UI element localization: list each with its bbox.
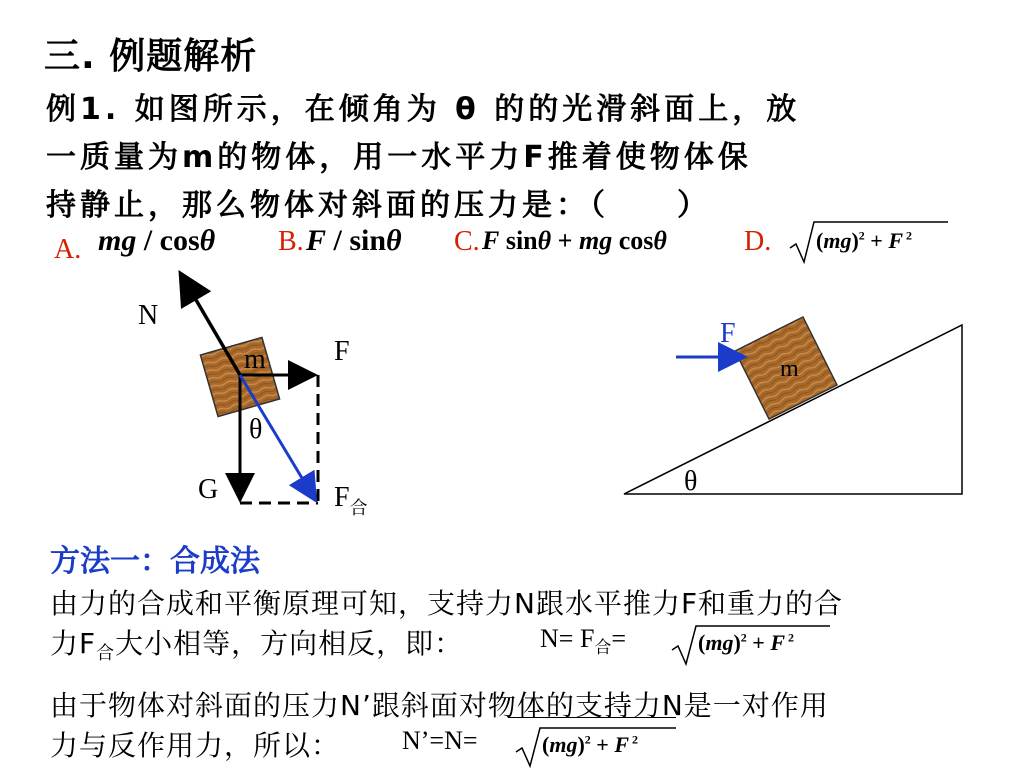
underline-mark bbox=[508, 717, 676, 718]
option-d-expr: (mg)$^2$ + F $^2$ bbox=[816, 228, 913, 253]
label-m-right: m bbox=[780, 356, 799, 382]
question-line-3: 持静止，那么物体对斜面的压力是：（ ） bbox=[46, 188, 711, 223]
method-title: 方法一：合成法 bbox=[50, 544, 260, 579]
method-sqrt-expr-1: (mg)$^2$ + F $^2$ bbox=[698, 630, 795, 655]
method-para2-equation: N’=N= bbox=[402, 726, 478, 755]
method-para1-line1: 由力的合成和平衡原理可知，支持力N跟水平推力F和重力的合 bbox=[50, 587, 844, 620]
option-c-expr: F sinθ + mg cosθ bbox=[482, 226, 667, 255]
label-theta-left: θ bbox=[249, 414, 263, 445]
method-para1-equation: $N= F_合=$ bbox=[540, 624, 627, 658]
method-sqrt-expr-2: (mg)$^2$ + F $^2$ bbox=[542, 732, 639, 757]
option-b-expr: F / sinθ bbox=[306, 224, 402, 257]
method-para2-line1: 由于物体对斜面的压力N’跟斜面对物体的支持力N是一对作用 bbox=[50, 689, 829, 722]
free-body-diagram bbox=[182, 276, 318, 503]
label-g: G bbox=[198, 474, 219, 505]
option-a-label: A. bbox=[54, 234, 82, 265]
option-b-label: B. bbox=[278, 226, 304, 257]
label-m-left: m bbox=[244, 344, 266, 375]
label-f-left: F bbox=[334, 336, 350, 367]
option-d-label: D. bbox=[744, 226, 772, 257]
option-c-label: C. bbox=[454, 226, 480, 257]
method-para2-line2: 力与反作用力，所以： bbox=[50, 729, 341, 762]
section-title: 三. 例题解析 bbox=[44, 36, 258, 77]
label-f-resultant: $F_合$ bbox=[334, 482, 368, 519]
option-a-expr: mg / cosθ bbox=[98, 224, 216, 257]
label-n: N bbox=[138, 300, 159, 331]
method-para1-line2: 力$F_合$大小相等，方向相反，即： bbox=[50, 627, 464, 664]
incline-diagram bbox=[624, 317, 962, 494]
label-theta-right: θ bbox=[684, 466, 698, 497]
question-line-1: 例1. 如图所示，在倾角为 θ 的的光滑斜面上，放 bbox=[46, 92, 801, 127]
label-f-right: F bbox=[720, 318, 736, 349]
question-line-2: 一质量为m的物体，用一水平力F推着使物体保 bbox=[46, 140, 752, 175]
